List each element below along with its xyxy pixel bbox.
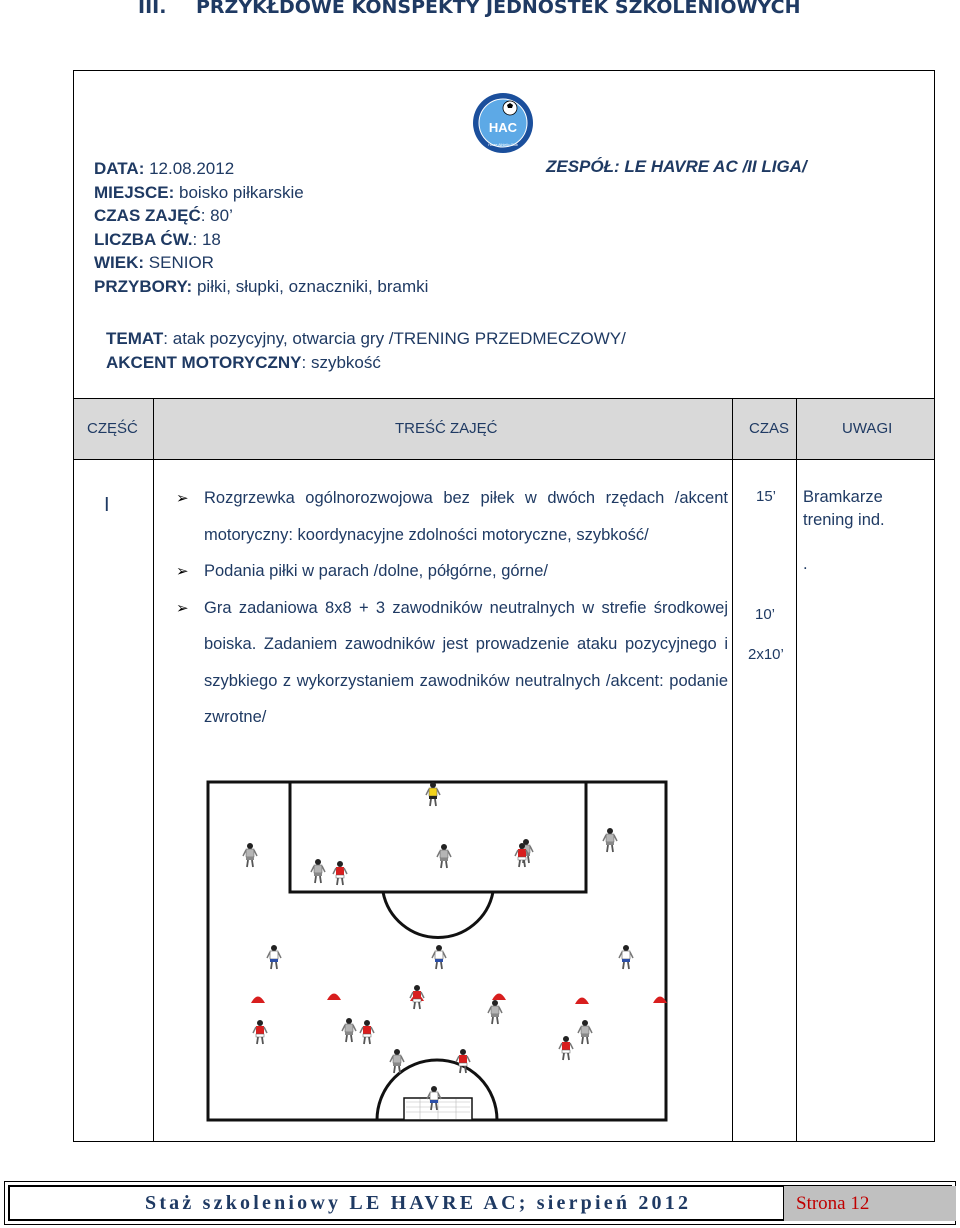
section-heading bbox=[138, 0, 800, 18]
date-value: 12.08.2012 bbox=[144, 159, 235, 178]
equipment-label: PRZYBORY: bbox=[94, 276, 193, 296]
player-neutral bbox=[432, 945, 446, 969]
time-value: 10’ bbox=[755, 606, 776, 623]
count-label: LICZBA ĆW. bbox=[94, 229, 193, 249]
arrow-bullet-icon: ➢ bbox=[176, 562, 189, 580]
player-red bbox=[360, 1020, 374, 1044]
accent-value: : szybkość bbox=[301, 352, 381, 372]
player-red bbox=[410, 985, 424, 1009]
equipment-line bbox=[94, 275, 428, 299]
player-grey bbox=[342, 1018, 356, 1042]
topic-value: : atak pozycyjny, otwarcia gry /TRENING PRZEDMECZOWY/ bbox=[163, 329, 626, 348]
player-neutral bbox=[267, 945, 281, 969]
neutral-goalkeeper bbox=[426, 782, 440, 806]
equipment-value: piłki, słupki, oznaczniki, bramki bbox=[192, 276, 429, 296]
accent-line bbox=[106, 351, 626, 375]
age-label: WIEK: bbox=[94, 253, 145, 272]
divider bbox=[74, 459, 934, 460]
lesson-content bbox=[174, 480, 728, 736]
notes-dot: . bbox=[803, 555, 808, 573]
time-value: 15’ bbox=[756, 488, 777, 505]
player-grey bbox=[578, 1020, 592, 1044]
topic-label: TEMAT bbox=[106, 329, 164, 348]
arrow-bullet-icon: ➢ bbox=[176, 489, 189, 507]
page-number: Strona 12 bbox=[796, 1193, 870, 1214]
count-line bbox=[94, 228, 428, 252]
header-part: CZĘŚĆ bbox=[87, 420, 138, 437]
date-label: DATA: bbox=[94, 159, 145, 178]
duration-value: : 80’ bbox=[200, 206, 233, 225]
table-header-row bbox=[74, 399, 934, 459]
player-red bbox=[559, 1036, 573, 1060]
duration-label: CZAS ZAJĘĆ bbox=[94, 206, 201, 225]
column-divider bbox=[796, 398, 797, 1142]
date-line bbox=[94, 157, 428, 181]
player-neutral bbox=[619, 945, 633, 969]
list-item bbox=[174, 590, 728, 736]
player-grey bbox=[437, 844, 451, 868]
logo-text: HAC bbox=[488, 120, 518, 135]
page-footer bbox=[4, 1181, 956, 1225]
section-title: PRZYKŁDOWE KONSPEKTY JEDNOSTEK SZKOLENIOWYCH bbox=[196, 0, 801, 18]
column-divider bbox=[153, 398, 154, 1142]
header-time: CZAS bbox=[749, 420, 790, 437]
place-value: boisko piłkarskie bbox=[174, 182, 304, 202]
part-number: I bbox=[104, 494, 110, 516]
logo-caption: Havre Athletic Club bbox=[488, 143, 518, 147]
column-divider bbox=[732, 398, 733, 1142]
place-line bbox=[94, 181, 428, 205]
notes bbox=[803, 486, 913, 576]
header-content: TREŚĆ ZAJĘĆ bbox=[395, 420, 498, 437]
arrow-bullet-icon: ➢ bbox=[176, 598, 189, 617]
hac-logo bbox=[472, 92, 534, 154]
age-line bbox=[94, 251, 428, 275]
list-item bbox=[174, 553, 728, 590]
list-item-text: Podania piłki w parach /dolne, półgórne, górne/ bbox=[204, 562, 548, 580]
notes-text: Bramkarze trening ind. bbox=[803, 488, 885, 529]
topic-line bbox=[106, 327, 626, 351]
time-value: 2x10’ bbox=[748, 646, 784, 663]
player-grey bbox=[603, 828, 617, 852]
player-grey bbox=[311, 859, 325, 883]
player-red bbox=[333, 861, 347, 885]
page-number-box bbox=[783, 1186, 956, 1221]
player-grey bbox=[243, 843, 257, 867]
duration-line bbox=[94, 204, 428, 228]
section-number: III. bbox=[138, 0, 167, 18]
cones bbox=[251, 994, 667, 1005]
place-label: MIEJSCE: bbox=[94, 182, 175, 202]
session-theme bbox=[106, 327, 626, 374]
list-item-text: Rozgrzewka ogólnorozwojowa bez piłek w dwóch rzędach /akcent motoryczny: koordynacyjne zdolności motoryczne, szybkość/ bbox=[204, 489, 728, 544]
accent-label: AKCENT MOTORYCZNY bbox=[106, 352, 302, 372]
team-label: ZESPÓŁ: LE HAVRE AC /II LIGA/ bbox=[546, 157, 807, 176]
age-value: SENIOR bbox=[144, 253, 214, 272]
footer-text: Staż szkoleniowy LE HAVRE AC; sierpień 2012 bbox=[145, 1192, 692, 1214]
header-notes: UWAGI bbox=[842, 420, 893, 437]
list-item bbox=[174, 480, 728, 553]
session-info bbox=[94, 157, 428, 298]
count-value: : 18 bbox=[192, 229, 221, 249]
pitch-diagram bbox=[190, 770, 680, 1128]
list-item-text: Gra zadaniowa 8x8 + 3 zawodników neutralnych w strefie środkowej boiska. Zadaniem zawodników jest prowadzenie ataku pozycyjnego i szybkiego z wykorzystaniem zawodników neutralnych /akcent: podanie zwrotne/ bbox=[204, 598, 728, 726]
player-grey bbox=[488, 1000, 502, 1024]
player-red bbox=[253, 1020, 267, 1044]
